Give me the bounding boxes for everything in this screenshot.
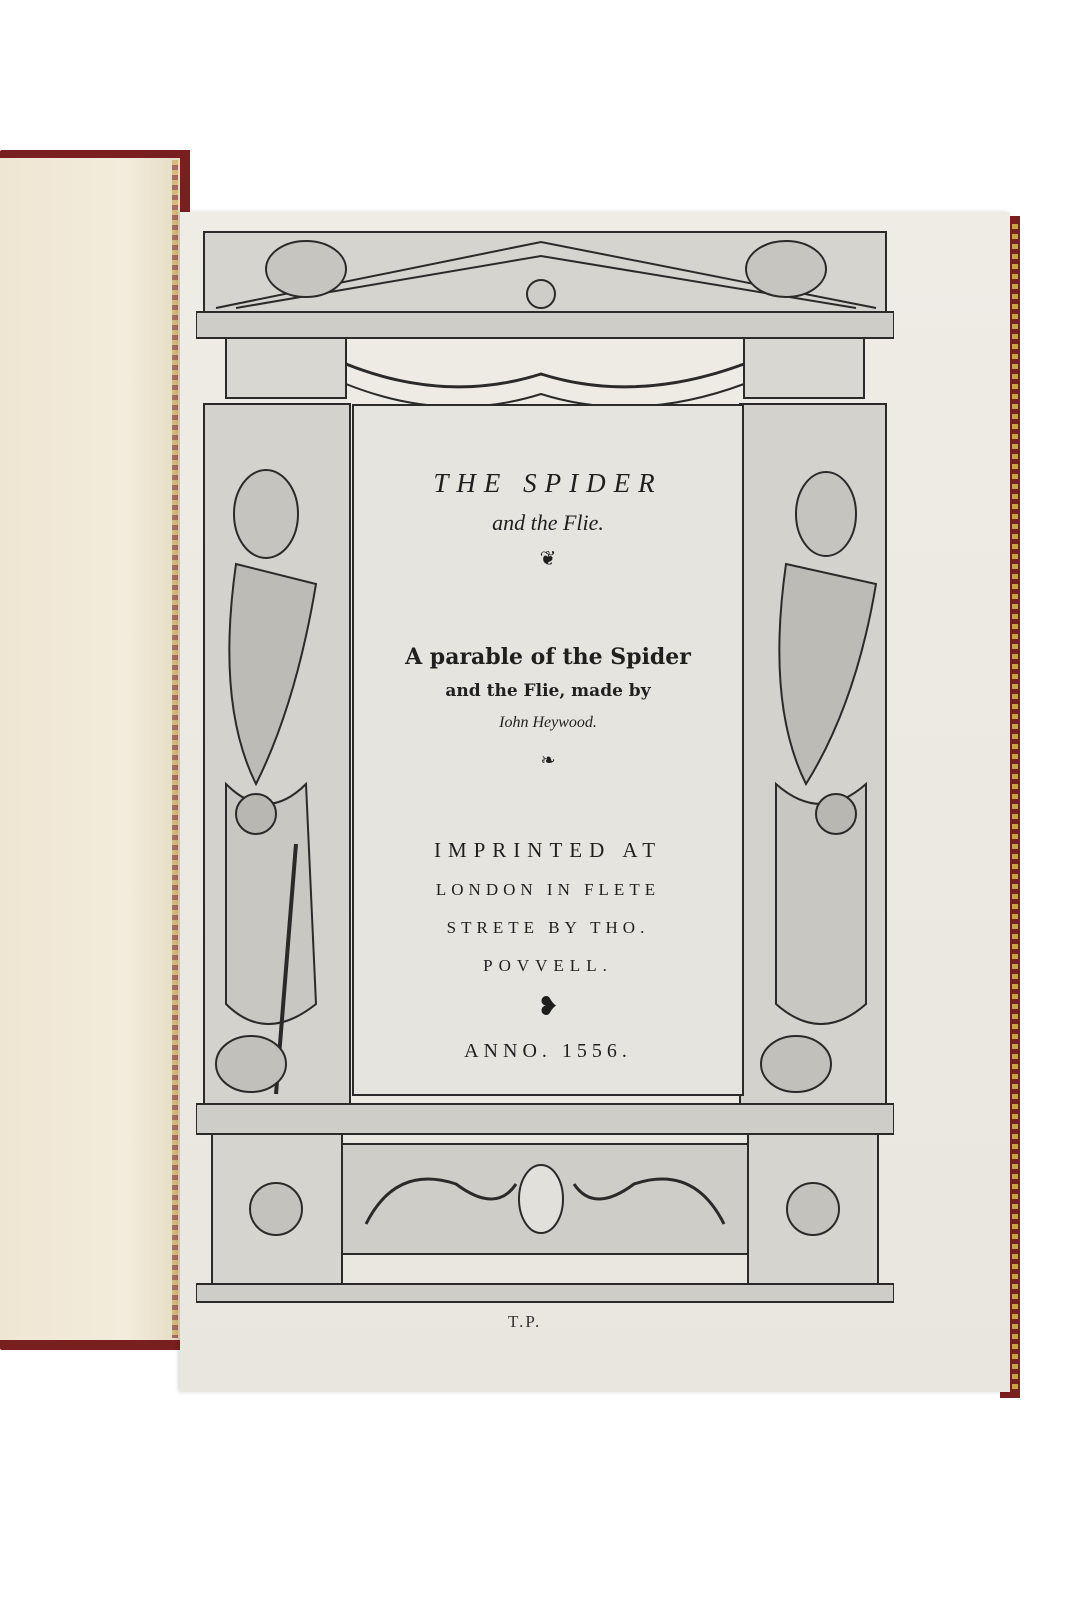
imprint-line-4: POVVELL. xyxy=(483,956,613,975)
gilt-turn-in-left xyxy=(172,160,178,1338)
printers-ornament: ❧ xyxy=(540,750,556,770)
hedera-ornament: ❥ xyxy=(537,992,559,1021)
subtitle-line-2: and the Flie, made by xyxy=(445,681,651,701)
pastedown-endpaper xyxy=(0,158,180,1340)
title-line-2: and the Flie. xyxy=(492,510,604,535)
imprint-line-1: IMPRINTED AT xyxy=(433,838,663,862)
imprint-line-2: LONDON IN FLETE xyxy=(435,880,661,899)
title-line-1: THE SPIDER xyxy=(433,468,663,498)
title-text-panel xyxy=(352,404,744,1096)
subtitle-line-1: A parable of the Spider xyxy=(405,644,691,670)
gilt-turn-in-right xyxy=(1012,224,1018,1390)
imprint-line-3: STRETE BY THO. xyxy=(446,918,650,937)
signature-mark: T.P. xyxy=(508,1312,542,1331)
author-line: Iohn Heywood. xyxy=(499,714,597,731)
fleuron-ornament: ❦ xyxy=(539,548,557,570)
imprint-date: ANNO. 1556. xyxy=(464,1040,632,1062)
